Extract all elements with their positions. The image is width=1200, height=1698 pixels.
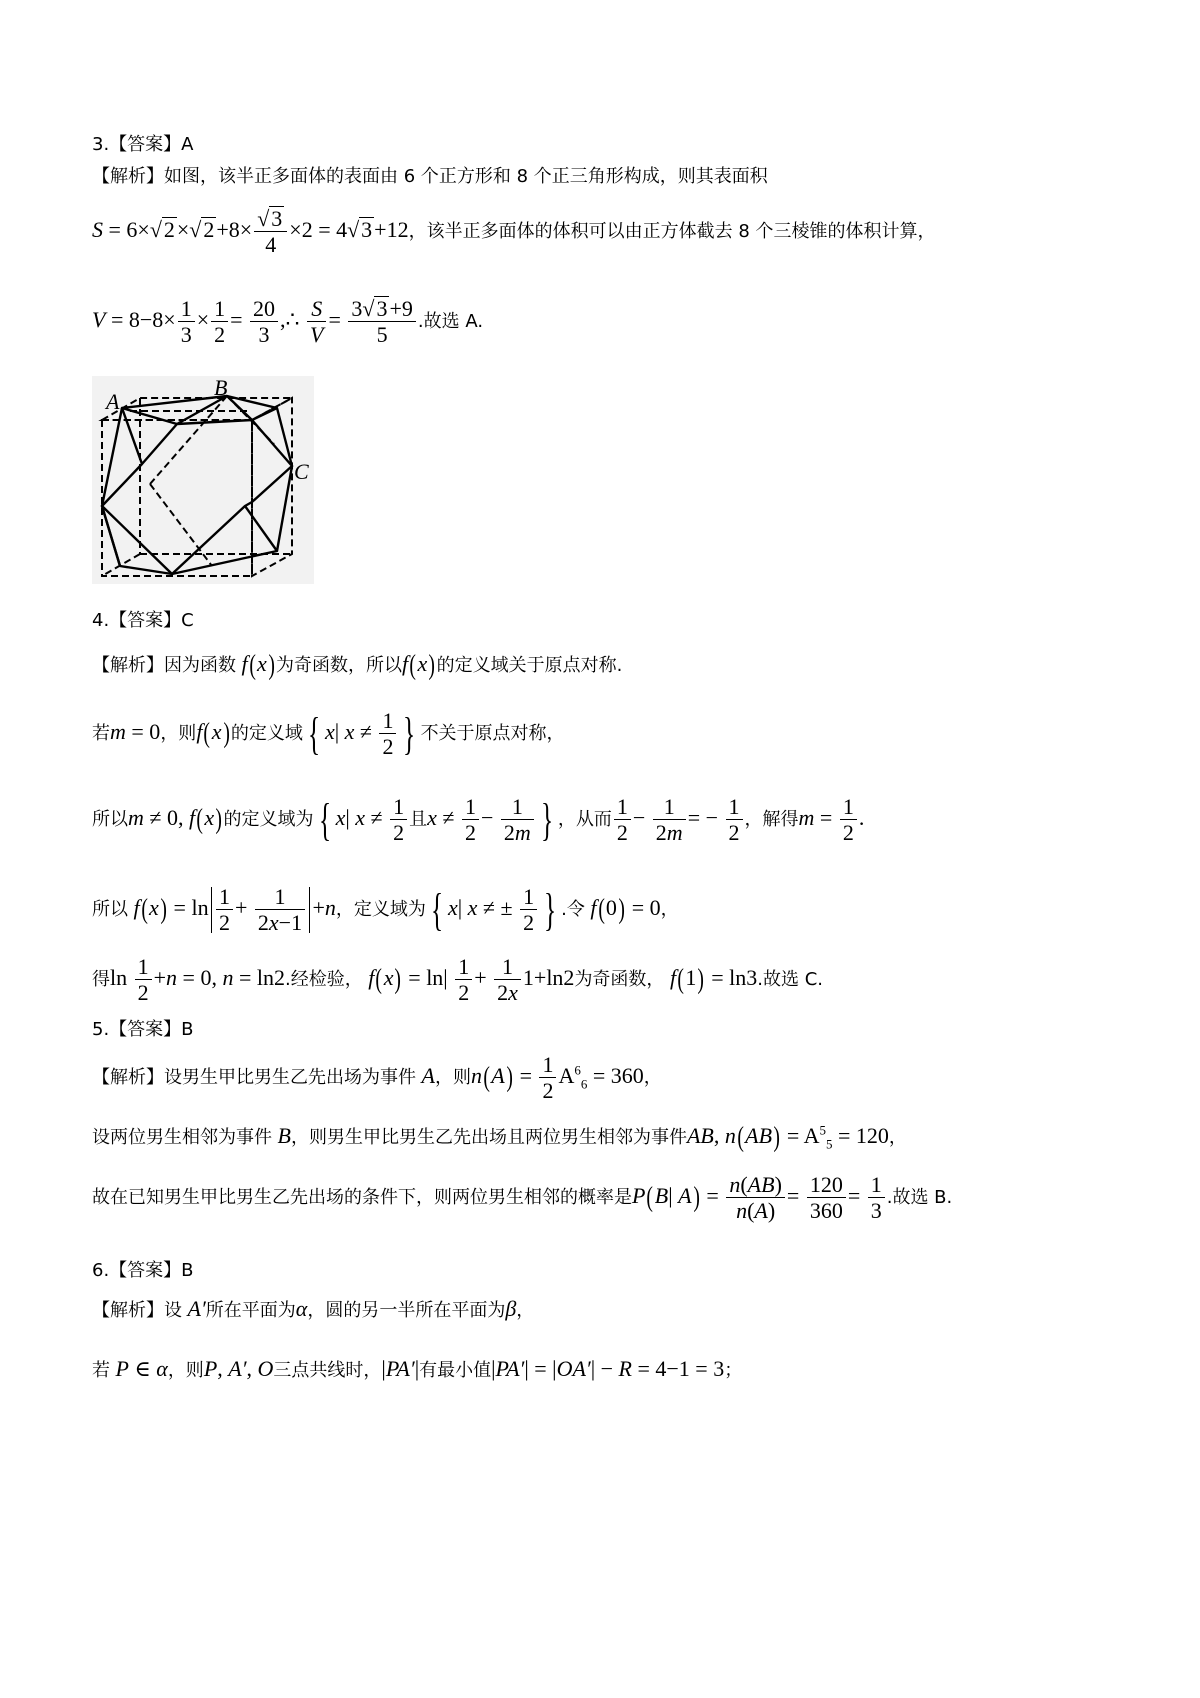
q5-line-3: 故在已知男生甲比男生乙先出场的条件下，则两位男生相邻的概率是P(B| A) = $\frac{n(AB)}{n(A)}$ = $\frac{120}{360}$ = $\frac{1}{3}$ .故选 B. xyxy=(92,1172,953,1224)
q4-l5-text-c: 为奇函数， xyxy=(574,968,665,990)
q6-l2-text-d: 有最小值 xyxy=(419,1360,492,1381)
q4-line-1: 【解析】因为函数 f(x)为奇函数，所以f(x)的定义域关于原点对称. xyxy=(92,650,623,681)
formula-surface-area: S = 6×√2×√2+8× $\frac{√3}{4}$ ×2 = 4√3+12 xyxy=(92,206,409,258)
q4-l3-text-c: 且 xyxy=(409,808,428,830)
q6-l2-text-e: ； xyxy=(724,1360,743,1381)
q4-line-2: 若m = 0，则f(x)的定义域 { x| x ≠ $\frac{1}{2}$ } 不关于原点对称， xyxy=(92,707,565,760)
figure-label-a: A xyxy=(106,389,120,414)
q3-volume-line xyxy=(92,296,483,348)
q4-l5-text-a: 得 xyxy=(92,968,110,990)
q6-l2-text-a: 若 xyxy=(92,1360,110,1381)
q5-l3-text-a: 故在已知男生甲比男生乙先出场的条件下，则两位男生相邻的概率是 xyxy=(92,1186,632,1208)
q4-l2-text-c: 的定义域 xyxy=(230,722,303,744)
q6-l1-text-b: 所在平面为 xyxy=(205,1300,296,1321)
q5-line-1: 【解析】设男生甲比男生乙先出场为事件 A，则n(A) = $\frac{1}{2}$ $A^6_6 = 360$， xyxy=(92,1052,662,1104)
q4-l4-text-c: .令 xyxy=(561,898,585,920)
q6-line-2: 若 P ∈ α，则P, A′, O三点共线时，|PA′|有最小值|PA′| = |OA′| − R = 4−1 = 3； xyxy=(92,1356,743,1381)
polyhedron-figure xyxy=(92,376,314,584)
q4-l3-text-e: ，解得 xyxy=(744,808,799,830)
q3-surface-area-line xyxy=(92,206,936,258)
q4-line-3: 所以m ≠ 0, f(x)的定义域为 { x| x ≠ $\frac{1}{2}$ 且x ≠ $\frac{1}{2}$ − $\frac{1}{2m}$ } ，从而 $\frac{1}{2}$ − $\frac{1}{2m}$ = − $\frac{1}{2}$ ，解得m = $\frac{1}{2}$ . xyxy=(92,793,865,846)
q4-line-5: 得ln $\frac{1}{2}$ +n = 0, n = ln2.经检验， f(x) = ln| $\frac{1}{2}$ + $\frac{1}{2x}$ 1+ln2为奇函数， f(1) = ln3.故选 C. xyxy=(92,954,823,1006)
q5-l2-text-a: 设两位男生相邻为事件 xyxy=(92,1127,272,1149)
q4-l2-text-a: 若 xyxy=(92,722,110,744)
q4-l5-text-d: .故选 C. xyxy=(757,968,823,990)
q5-heading: 5.【答案】B xyxy=(92,1019,194,1040)
q4-l2-text-d: 不关于原点对称， xyxy=(420,722,565,744)
q6-l2-text-c: 三点共线时， xyxy=(273,1360,382,1381)
q4-heading: 4.【答案】C xyxy=(92,610,194,631)
figure-label-c: C xyxy=(294,459,309,484)
q6-heading: 6.【答案】B xyxy=(92,1260,194,1281)
figure-label-b: B xyxy=(214,376,228,400)
q6-l2-text-b: ，则 xyxy=(167,1360,204,1381)
q4-l1-text-c: 的定义域关于原点对称. xyxy=(436,655,623,677)
q3-v-tail: .故选 A. xyxy=(417,310,484,332)
q6-l1-text-d: ， xyxy=(516,1300,535,1321)
formula-volume: V = 8−8× $\frac{1}{3}$ × $\frac{1}{2}$ = $\frac{20}{3}$ ,∴ $\frac{S}{V}$ = $\frac{3√3+9}{5}$ xyxy=(92,307,418,332)
q4-l5-text-b: .经检验， xyxy=(285,968,363,990)
q4-l1-text-b: 为奇函数，所以 xyxy=(276,655,403,677)
q5-l3-text-b: .故选 B. xyxy=(886,1186,953,1208)
q4-l1-text-a: 【解析】因为函数 xyxy=(92,655,236,677)
q4-l3-text-d: ，从而 xyxy=(557,808,612,830)
q6-line-1: 【解析】设 A′所在平面为α，圆的另一半所在平面为β， xyxy=(92,1296,535,1321)
q5-l2-text-b: ，则男生甲比男生乙先出场且两位男生相邻为事件 xyxy=(290,1127,687,1149)
q4-l4-text-a: 所以 xyxy=(92,898,128,920)
q5-l1-text-b: ，则 xyxy=(434,1066,471,1088)
q4-l2-text-b: ，则 xyxy=(160,722,197,744)
q4-l4-text-d: ， xyxy=(660,898,679,920)
q6-l1-text-a: 【解析】设 xyxy=(92,1300,182,1321)
q3-analysis: 【解析】如图，该半正多面体的表面由 6 个正方形和 8 个正三角形构成，则其表面积 xyxy=(92,166,768,187)
q4-l4-text-b: ，定义域为 xyxy=(335,898,426,920)
q5-l1-text-c: ， xyxy=(643,1066,662,1088)
q5-l2-text-c: ， xyxy=(888,1127,907,1149)
q4-l3-text-a: 所以 xyxy=(92,808,128,830)
q4-line-4: 所以 f(x) = ln $\frac{1}{2}$ + $\frac{1}{2x-1}$ +n，定义域为 { x| x ≠ ± $\frac{1}{2}$ } .令 f(0) = 0， xyxy=(92,883,679,936)
q4-l3-text-b: 的定义域为 xyxy=(223,808,314,830)
q5-l1-text-a: 【解析】设男生甲比男生乙先出场为事件 xyxy=(92,1066,416,1088)
q3-s-tail: ，该半正多面体的体积可以由正方体截去 8 个三棱锥的体积计算， xyxy=(408,220,936,242)
q3-heading: 3.【答案】A xyxy=(92,134,194,155)
q5-line-2: 设两位男生相邻为事件 B，则男生甲比男生乙先出场且两位男生相邻为事件AB, $n(AB) = A^5_5 = 120$， xyxy=(92,1122,907,1153)
q6-l1-text-c: ，圆的另一半所在平面为 xyxy=(307,1300,506,1321)
